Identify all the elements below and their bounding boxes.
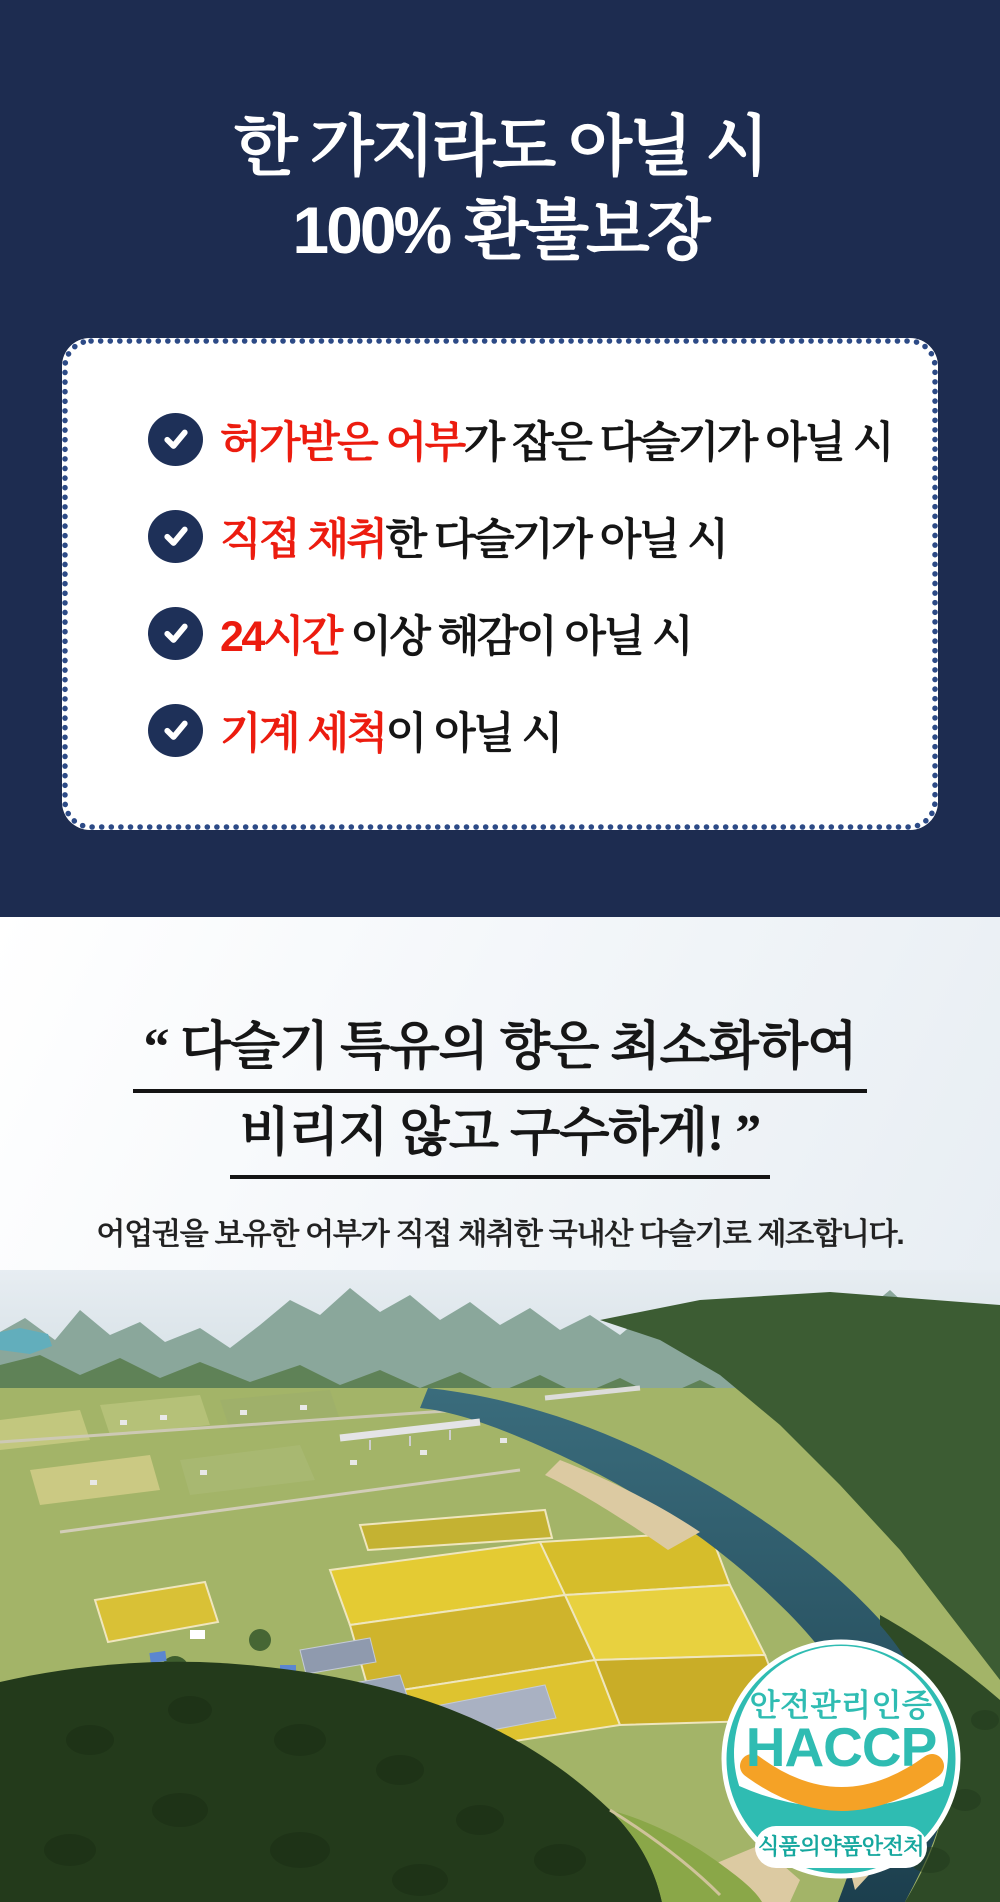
refund-condition-item [148, 509, 938, 563]
refund-condition-item [148, 412, 938, 466]
check-circle-icon [148, 704, 203, 757]
condition-text [220, 506, 726, 567]
refund-condition-item [148, 703, 938, 757]
haccp-badge [720, 1636, 962, 1882]
condition-rest: 한 다슬기가 아닐 시 [385, 515, 727, 564]
haccp-certification-label: 안전관리인증 [749, 1688, 933, 1723]
refund-conditions-card [62, 338, 938, 830]
quote-section [0, 917, 1000, 1270]
condition-highlight: 기계 세척 [220, 709, 386, 758]
condition-rest: 가 잡은 다슬기가 아닐 시 [463, 418, 892, 467]
refund-title-line1: 한 가지라도 아닐 시 [233, 109, 767, 183]
haccp-agency-pill: 식품의약품안전처 [755, 1826, 927, 1868]
condition-rest: 이 아닐 시 [385, 709, 561, 758]
condition-text [220, 603, 691, 664]
condition-highlight: 24시간 [220, 612, 341, 661]
aerial-valley-photo [0, 1270, 1000, 1902]
condition-text [220, 700, 561, 761]
condition-highlight: 직접 채취 [220, 515, 386, 564]
quote-line-2: 비리지 않고 구수하게! ” [230, 1103, 770, 1179]
haccp-acronym: HACCP [745, 1716, 937, 1778]
condition-highlight: 허가받은 어부 [220, 418, 464, 467]
check-circle-icon [148, 413, 203, 466]
check-circle-icon [148, 510, 203, 563]
quote-block [0, 917, 1000, 1253]
refund-condition-item [148, 606, 938, 660]
condition-rest: 이상 해감이 아닐 시 [340, 612, 691, 661]
quote-subtitle: 어업권을 보유한 어부가 직접 채취한 국내산 다슬기로 제조합니다. [96, 1218, 904, 1251]
refund-title-line2: 100% 환불보장 [292, 193, 708, 267]
condition-text [220, 409, 892, 470]
refund-title [0, 0, 1000, 272]
refund-conditions-list [62, 338, 938, 757]
refund-guarantee-section [0, 0, 1000, 917]
check-circle-icon [148, 607, 203, 660]
quote-line-1: “ 다슬기 특유의 향은 최소화하여 [133, 1017, 866, 1093]
